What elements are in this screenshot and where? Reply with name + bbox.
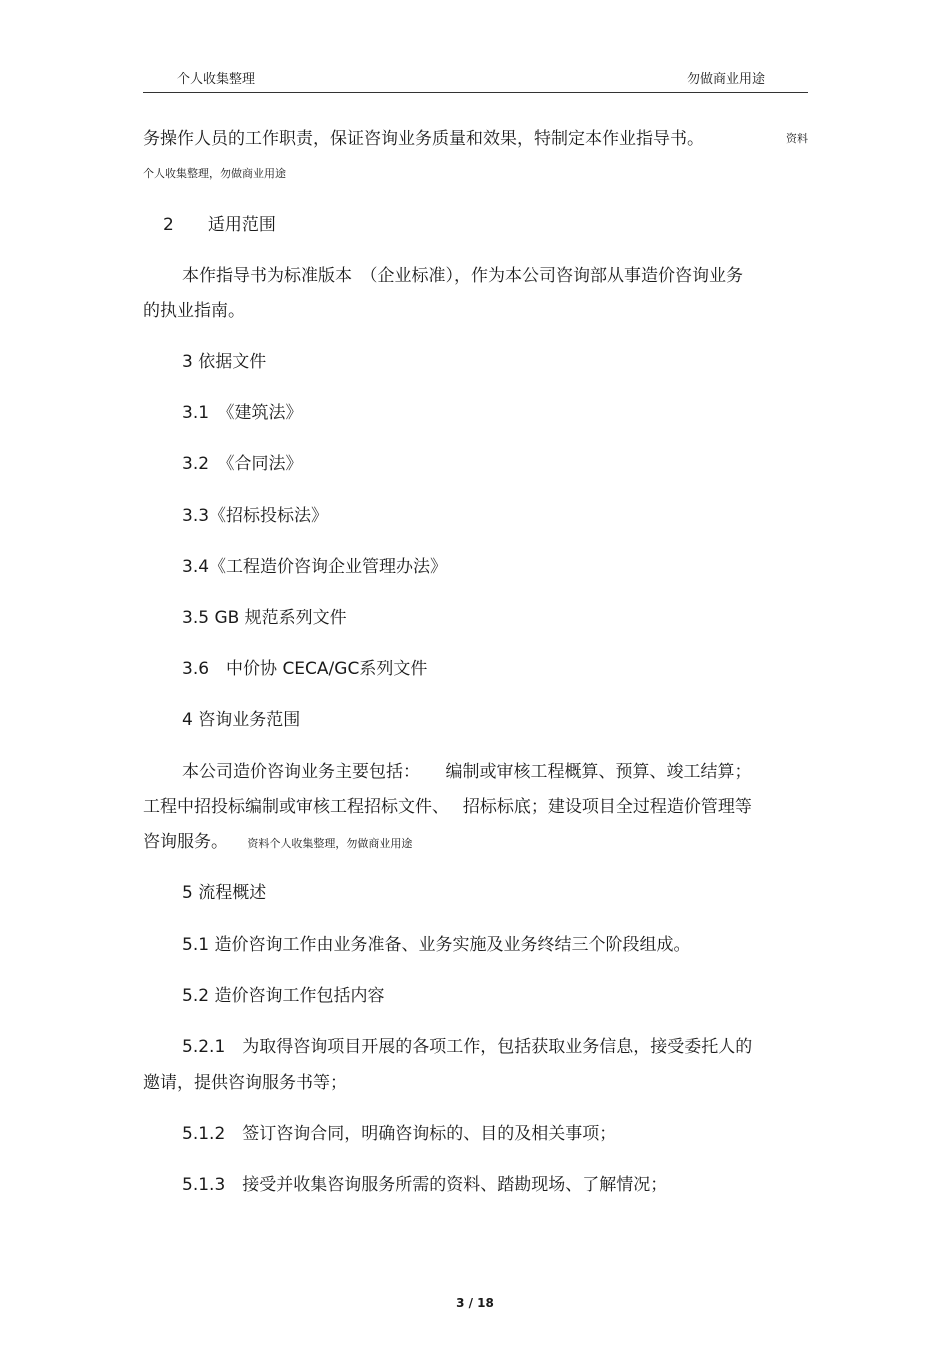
paragraph-line <box>143 825 808 861</box>
list-item: 3.3《招标投标法》 <box>182 506 329 526</box>
paragraph-line: 5.2.1 为取得咨询项目开展的各项工作，包括获取业务信息，接受委托人的 <box>182 1037 753 1057</box>
list-item: 5.1.3 接受并收集咨询服务所需的资料、踏勘现场、了解情况； <box>182 1175 668 1195</box>
list-item: 3.5 GB 规范系列文件 <box>182 608 347 628</box>
list-item: 3.1 《建筑法》 <box>182 403 303 423</box>
section-title-3: 3 依据文件 <box>182 352 267 372</box>
header-right-text: 勿做商业用途 <box>686 72 765 87</box>
page-header <box>143 64 808 93</box>
watermark-line: 个人收集整理，勿做商业用途 <box>143 167 286 180</box>
paragraph-line: 本公司造价咨询业务主要包括： 编制或审核工程概算、预算、竣工结算； <box>182 762 752 782</box>
paragraph-text: 务操作人员的工作职责，保证咨询业务质量和效果，特制定本作业指导书。 <box>143 129 704 149</box>
watermark-note: 资料个人收集整理，勿做商业用途 <box>247 837 413 850</box>
section-title-2: 2 适用范围 <box>163 215 276 235</box>
header-left-text: 个人收集整理 <box>177 72 256 87</box>
list-item: 5.1.2 签订咨询合同，明确咨询标的、目的及相关事项； <box>182 1124 617 1144</box>
paragraph-text: 咨询服务。 <box>143 832 228 852</box>
paragraph-line <box>143 122 808 156</box>
paragraph-line: 的执业指南。 <box>143 301 245 321</box>
list-item: 3.6 中价协 CECA/GC系列文件 <box>182 659 428 679</box>
list-item: 5.2 造价咨询工作包括内容 <box>182 986 385 1006</box>
paragraph-line: 本作指导书为标准版本 （企业标准），作为本公司咨询部从事造价咨询业务 <box>182 266 743 286</box>
paragraph-line: 工程中招投标编制或审核工程招标文件、 招标标底；建设项目全过程造价管理等 <box>143 797 752 817</box>
list-item: 5.1 造价咨询工作由业务准备、业务实施及业务终结三个阶段组成。 <box>182 935 691 955</box>
list-item: 3.2 《合同法》 <box>182 454 303 474</box>
section-title-5: 5 流程概述 <box>182 883 267 903</box>
list-item: 3.4《工程造价咨询企业管理办法》 <box>182 557 448 577</box>
watermark-note: 资料 <box>786 132 808 145</box>
section-title-4: 4 咨询业务范围 <box>182 710 301 730</box>
page-number: 3 / 18 <box>456 1296 494 1310</box>
paragraph-line: 邀请，提供咨询服务书等； <box>143 1073 347 1093</box>
